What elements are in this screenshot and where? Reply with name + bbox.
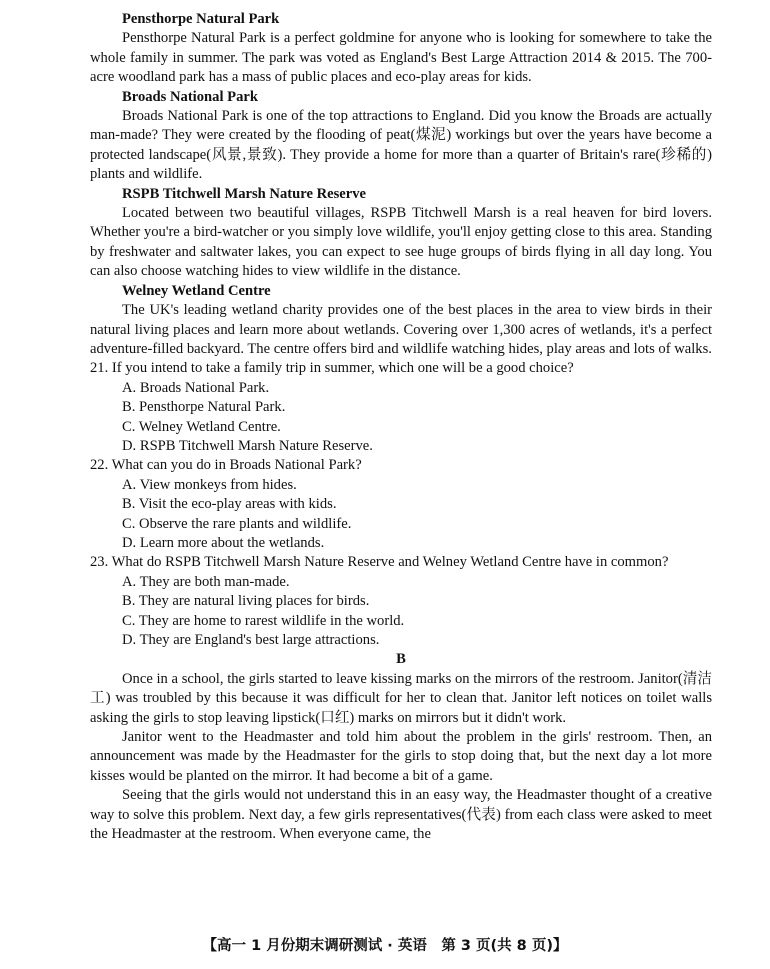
page-footer: 【高一 1 月份期末调研测试 · 英语 第 3 页(共 8 页)】 [202,938,568,954]
question-21 [90,359,712,456]
answer-option-a: A. They are both man-made. [122,573,290,590]
question-22 [90,456,712,553]
section-paragraph: Broads National Park is one of the top attractions to England. Did you know the Broads are actually man-made? They were created by the flooding of peat(煤泥) workings but over the years have become a protected landscape(风景,景致). They provide a home for more than a quarter of Britain's rare(珍稀的) plants and wildlife. [90,108,712,183]
answer-option-c: C. Observe the rare plants and wildlife. [122,515,352,532]
answer-option-b: B. They are natural living places for birds. [122,593,370,610]
answer-option-d: D. They are England's best large attractions. [122,632,380,648]
section-heading: Welney Wetland Centre [122,282,271,299]
question-stem: 23. What do RSPB Titchwell Marsh Nature Reserve and Welney Wetland Centre have in common? [90,554,669,571]
passage-paragraph: Once in a school, the girls started to leave kissing marks on the mirrors of the restroom. Janitor(清洁工) was troubled by this because it was difficult for her to clean that. Janitor left notices on toilet walls asking the girls to stop leaving lipstick(口红) marks on mirrors but it didn't work. [90,670,712,726]
answer-option-c: C. They are home to rarest wildlife in the world. [122,612,405,629]
section-heading: RSPB Titchwell Marsh Nature Reserve [122,185,367,202]
answer-option-d: D. Learn more about the wetlands. [122,534,325,551]
passage-paragraph: Seeing that the girls would not understand this in an easy way, the Headmaster thought of a creative way to solve this problem. Next day, a few girls representatives(代表) from each class were asked to meet the Headmaster at the restroom. When everyone came, the [90,787,712,843]
section-pensthorpe [90,10,712,88]
answer-option-a: A. Broads National Park. [122,379,270,396]
section-broads [90,88,712,185]
question-23 [90,553,712,650]
page-content [90,10,712,844]
section-label: B [396,651,406,668]
passage-paragraph: Janitor went to the Headmaster and told him about the problem in the girls' restroom. Then, an announcement was made by the Headmaster for the girls to stop doing that, but the next day a lot more kisses would be planted on the mirror. It had become a bit of a game. [90,729,712,784]
section-paragraph: Pensthorpe Natural Park is a perfect goldmine for anyone who is looking for somewhere to take the whole family in summer. The park was voted as England's Best Large Attraction 2014 & 2015. The 700-acre woodland park has a mass of public places and eco-play areas for kids. [90,30,712,86]
section-welney [90,282,712,360]
question-stem: 21. If you intend to take a family trip in summer, which one will be a good choice? [90,360,574,377]
answer-option-d: D. RSPB Titchwell Marsh Nature Reserve. [122,437,373,454]
passage-b [90,650,712,844]
answer-option-c: C. Welney Wetland Centre. [122,418,281,435]
answer-option-b: B. Visit the eco-play areas with kids. [122,496,337,513]
answer-option-b: B. Pensthorpe Natural Park. [122,399,286,416]
answer-option-a: A. View monkeys from hides. [122,476,297,493]
section-rspb-titchwell [90,185,712,282]
section-paragraph: The UK's leading wetland charity provides one of the best places in the area to view birds in their natural living places and learn more about wetlands. Covering over 1,300 acres of wetlands, it's a perfect adventure-filled backyard. The centre offers bird and wildlife watching hides, play areas and lots of walks. [90,302,712,357]
section-heading: Broads National Park [122,88,258,105]
section-paragraph: Located between two beautiful villages, RSPB Titchwell Marsh is a real heaven for bird lovers. Whether you're a bird-watcher or you simply love wildlife, you'll enjoy getting close to this area. Standing by freshwater and saltwater lakes, you can expect to see huge groups of birds flying in all day long. You can also choose watching hides to view wildlife in the distance. [90,205,712,280]
section-heading: Pensthorpe Natural Park [122,11,280,27]
question-stem: 22. What can you do in Broads National Park? [90,457,362,474]
